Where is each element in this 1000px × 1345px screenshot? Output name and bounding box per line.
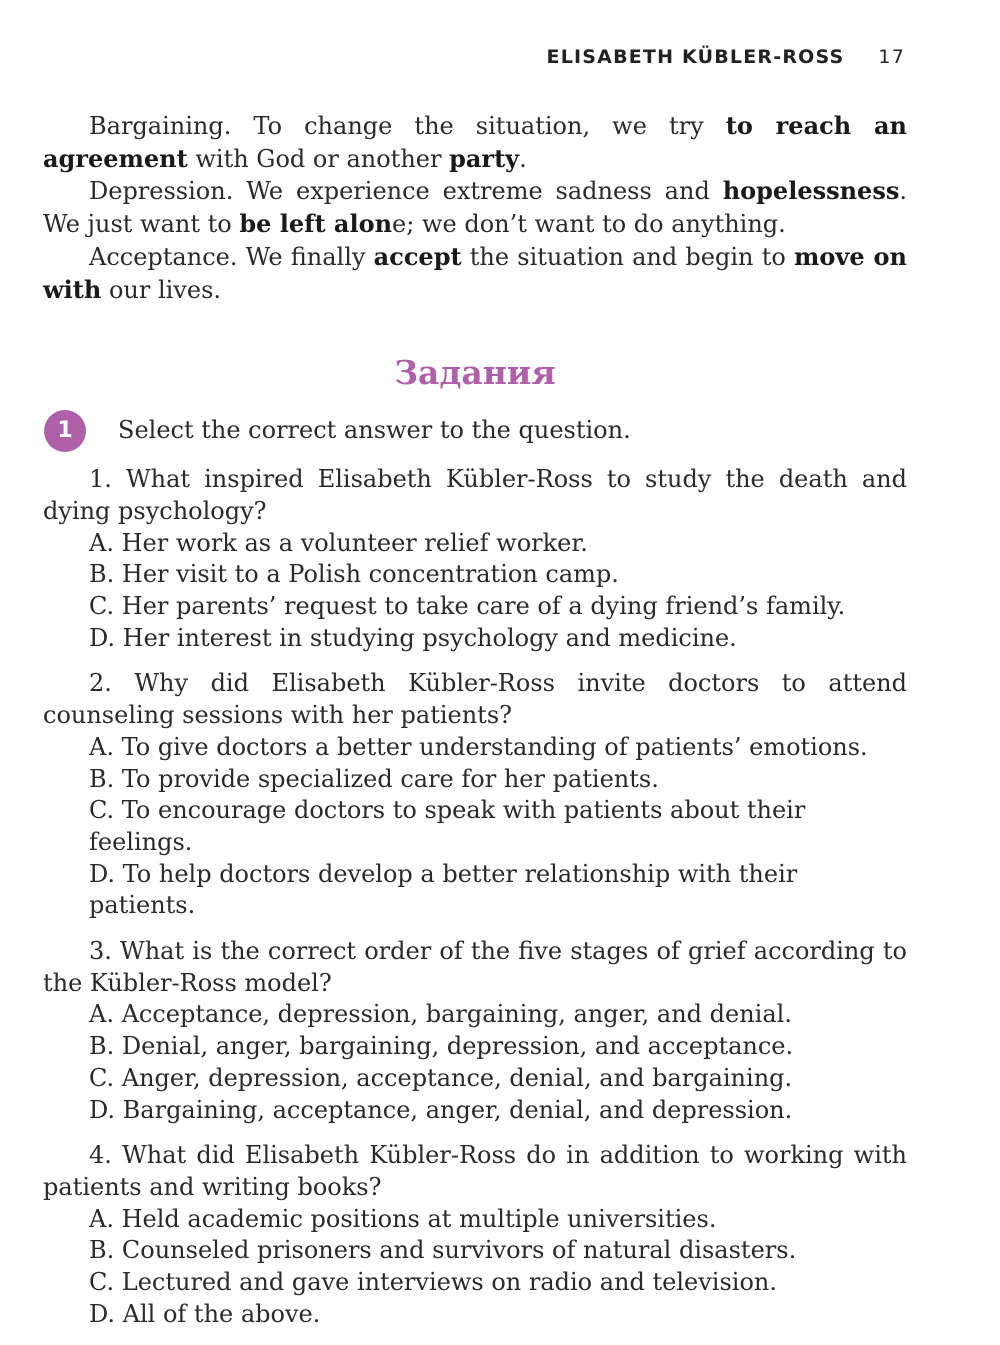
answer-option: C. To encourage doctors to speak with patients about their feelings. [89, 796, 806, 856]
answer-option: D. All of the above. [89, 1299, 321, 1328]
paragraph-depression: Depression. We experience extreme sadness and hopelessness. We just want to be left alone; we don’t want to do anything. [43, 176, 907, 239]
vocab-term: move on with [43, 241, 907, 304]
answer-option: B. To provide specialized care for her patients. [89, 764, 659, 793]
vocab-term: accept [373, 241, 462, 271]
task-header [43, 410, 907, 452]
paragraph-acceptance: Acceptance. We finally accept the situation and begin to move on with our lives. [43, 241, 907, 304]
question-text: 3. What is the correct order of the five stages of grief according to the Kübler-Ross model? [43, 937, 907, 997]
question-text: 4. What did Elisabeth Kübler-Ross do in addition to working with patients and writing books? [43, 1141, 907, 1201]
answer-option: C. Her parents’ request to take care of a dying friend’s family. [89, 592, 846, 621]
question-3 [43, 936, 907, 1126]
answer-option: B. Counseled prisoners and survivors of natural disasters. [89, 1236, 797, 1265]
vocab-term: hopelessness [722, 176, 900, 206]
section-title: Задания [394, 353, 556, 393]
question-text: 2. Why did Elisabeth Kübler-Ross invite doctors to attend counseling sessions with her patients? [43, 669, 907, 730]
answer-option: C. Anger, depression, acceptance, denial, and bargaining. [89, 1063, 793, 1092]
answer-option: C. Lectured and gave interviews on radio and television. [89, 1268, 777, 1297]
task-instruction: Select the correct answer to the question. [118, 416, 631, 445]
answer-option: A. Held academic positions at multiple universities. [89, 1204, 717, 1233]
paragraph-bargaining: Bargaining. To change the situation, we try to reach an agreement with God or another party. [43, 111, 907, 173]
vocab-term: to reach an agreement [43, 111, 907, 173]
vocab-term: be left alon [239, 209, 393, 239]
answer-option: A. To give doctors a better understanding of patients’ emotions. [89, 732, 868, 761]
header-title: ELISABETH KÜBLER-ROSS [546, 46, 845, 68]
page-number: 17 [878, 46, 905, 68]
question-2 [43, 668, 907, 922]
vocab-term: party [449, 143, 520, 173]
answer-option: A. Her work as a volunteer relief worker. [89, 528, 588, 557]
page-content [43, 110, 907, 1345]
task-number-badge: 1 [44, 410, 86, 452]
answer-option: D. Bargaining, acceptance, anger, denial, and depression. [89, 1095, 793, 1124]
answer-option: B. Denial, anger, bargaining, depression, and acceptance. [89, 1032, 794, 1061]
answer-option: D. Her interest in studying psychology and medicine. [89, 623, 737, 652]
answer-option: B. Her visit to a Polish concentration camp. [89, 560, 619, 589]
running-header [547, 46, 905, 68]
answer-option: A. Acceptance, depression, bargaining, anger, and denial. [89, 1000, 792, 1029]
question-1 [43, 464, 907, 654]
question-4 [43, 1140, 907, 1330]
answer-option: D. To help doctors develop a better relationship with their patients. [89, 859, 798, 920]
question-text: 1. What inspired Elisabeth Kübler-Ross to study the death and dying psychology? [43, 465, 907, 525]
